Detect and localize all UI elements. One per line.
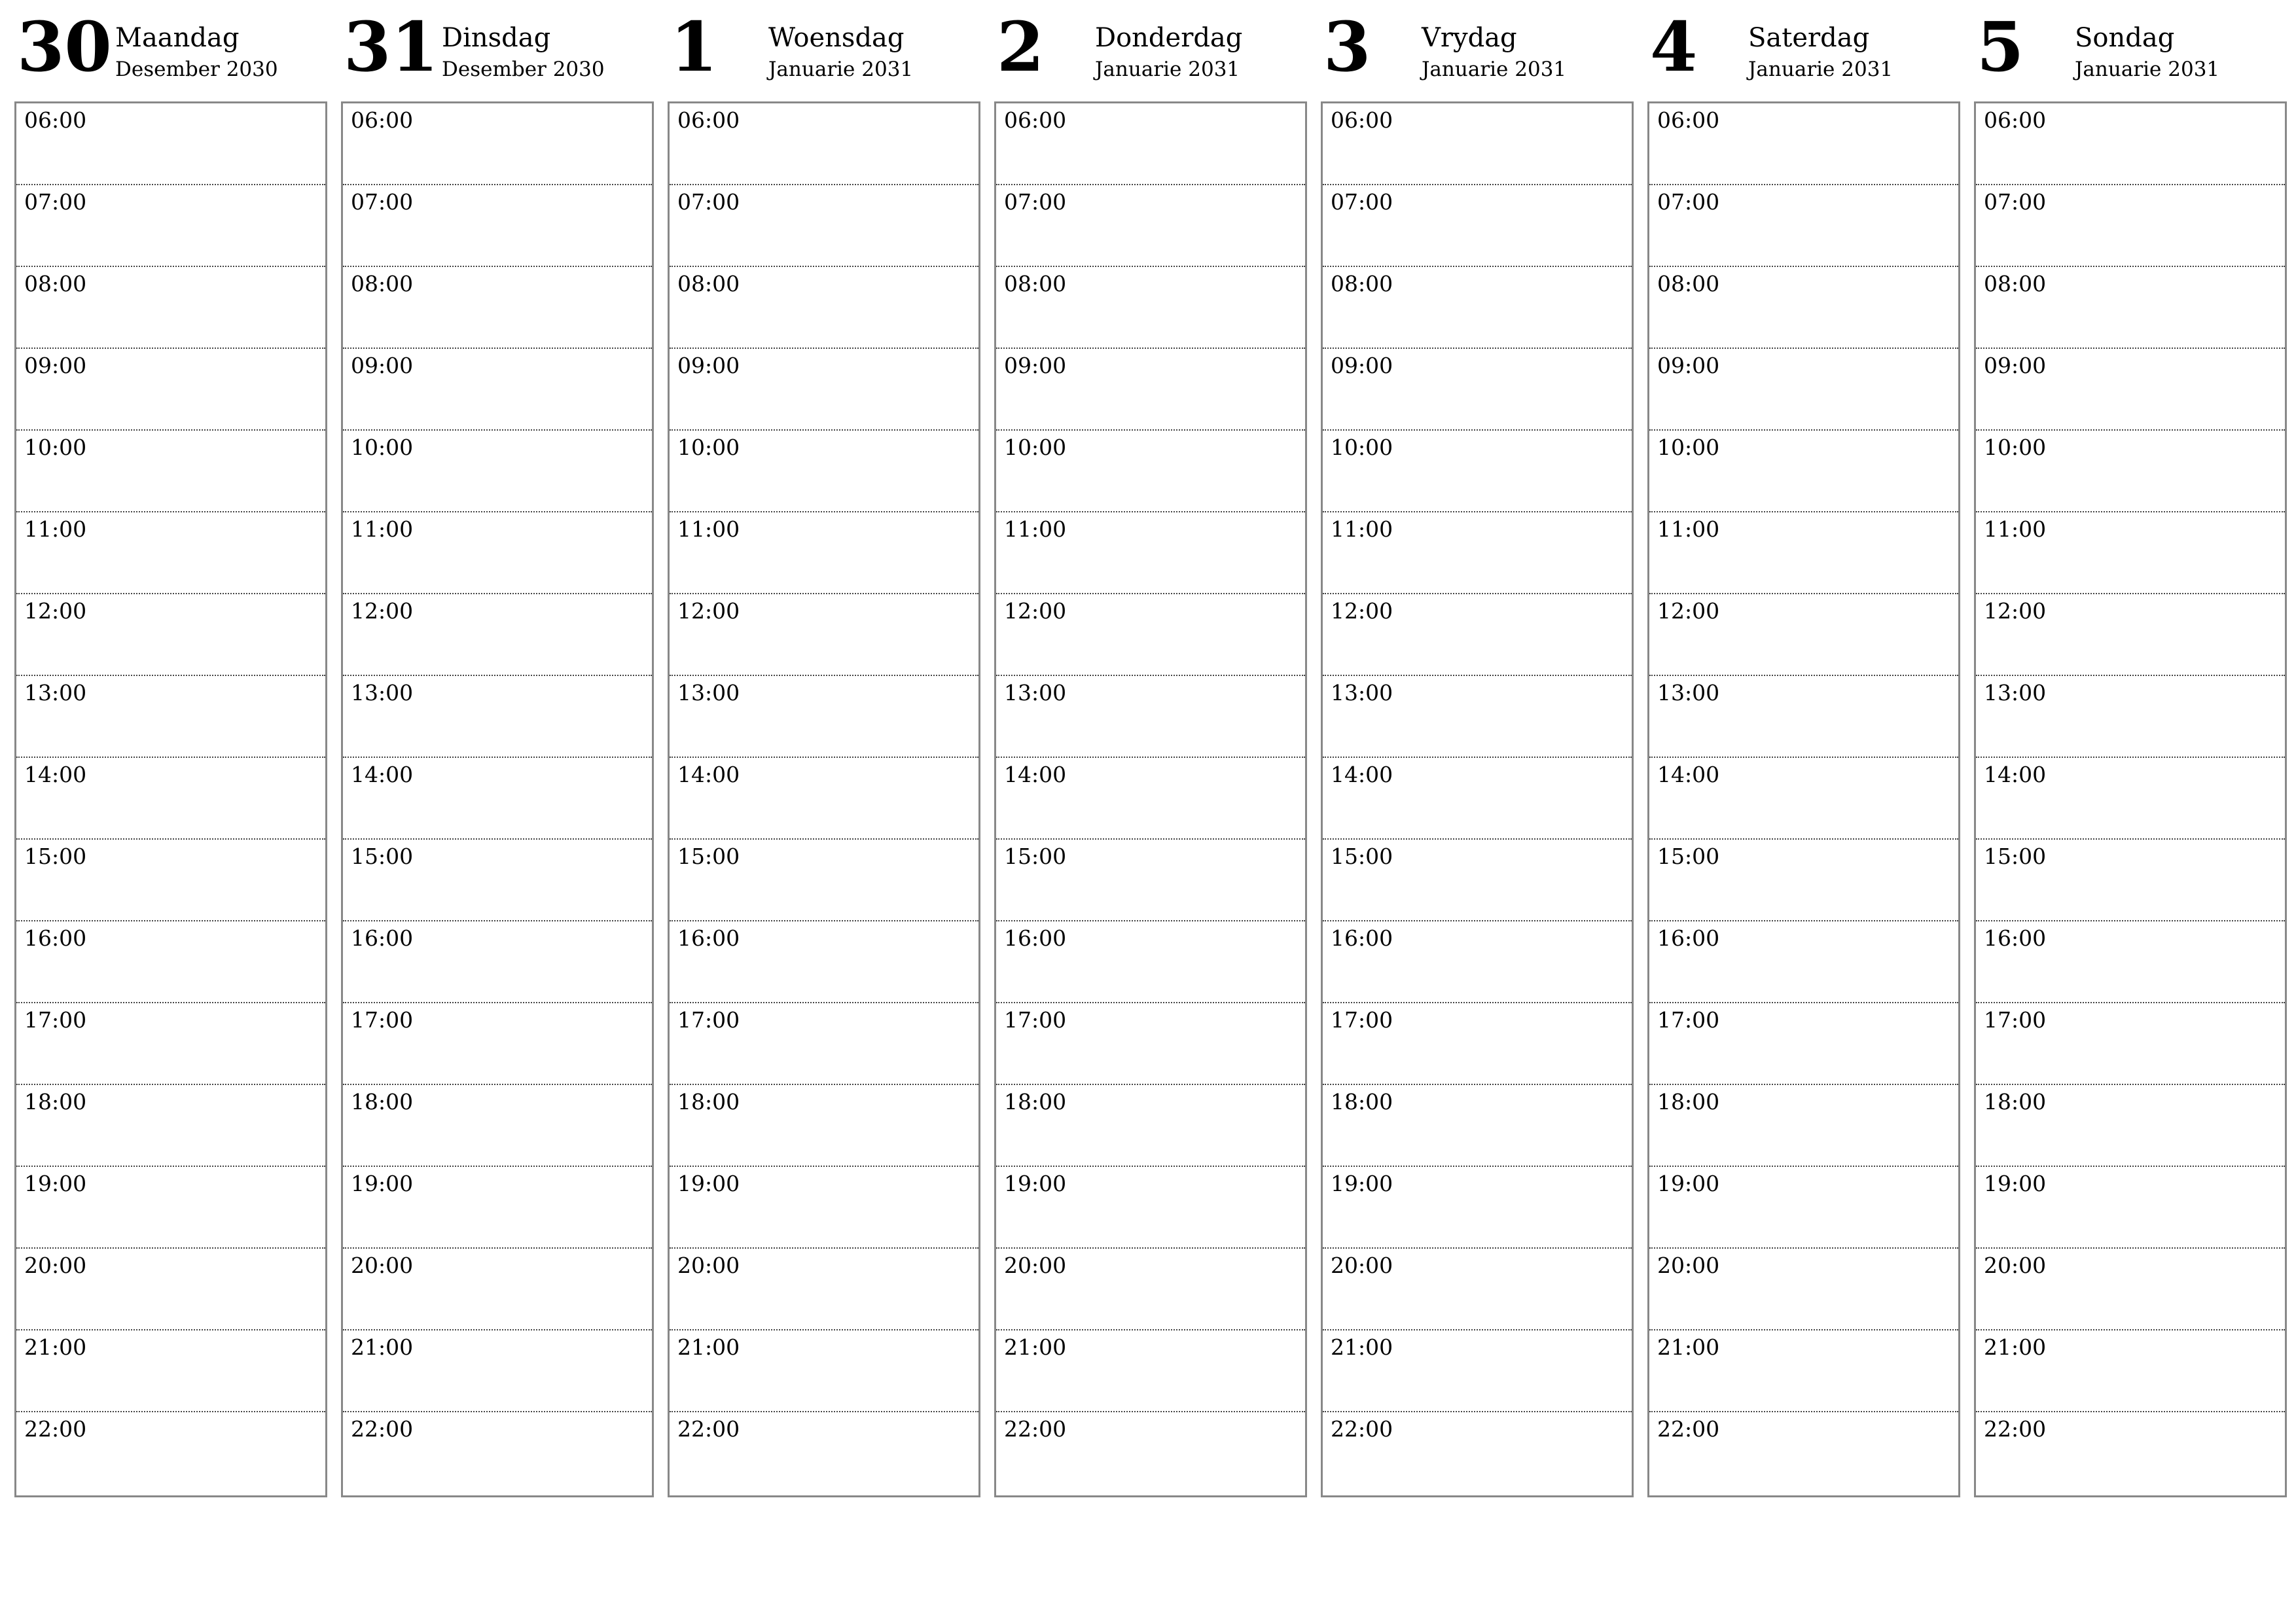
time-slot: 19:00 (343, 1167, 652, 1249)
time-slot: 09:00 (16, 349, 325, 431)
time-slot: 07:00 (1323, 185, 1632, 267)
time-slot: 19:00 (1976, 1167, 2285, 1249)
day-labels (115, 0, 278, 82)
time-slot: 12:00 (1649, 594, 1958, 676)
time-slot: 14:00 (343, 758, 652, 840)
time-slot: 16:00 (343, 921, 652, 1003)
time-slot: 11:00 (1649, 512, 1958, 594)
time-slot: 08:00 (343, 267, 652, 349)
day-column-3 (994, 0, 1307, 1497)
time-slot: 12:00 (16, 594, 325, 676)
time-slot: 14:00 (1323, 758, 1632, 840)
time-slot: 07:00 (670, 185, 978, 267)
day-header (994, 0, 1307, 101)
time-slot: 18:00 (1649, 1085, 1958, 1167)
time-slot: 20:00 (343, 1249, 652, 1330)
day-month: Desember 2030 (442, 58, 605, 81)
day-header (341, 0, 654, 101)
day-labels (768, 0, 913, 82)
time-slot: 19:00 (996, 1167, 1305, 1249)
time-slot: 18:00 (343, 1085, 652, 1167)
time-slot: 17:00 (1649, 1003, 1958, 1085)
time-slot: 11:00 (996, 512, 1305, 594)
time-slot: 19:00 (16, 1167, 325, 1249)
day-number: 4 (1650, 7, 1698, 87)
time-slot: 15:00 (670, 840, 978, 921)
time-slot: 07:00 (1976, 185, 2285, 267)
time-slot: 10:00 (670, 431, 978, 512)
time-slot: 17:00 (670, 1003, 978, 1085)
time-slot: 10:00 (343, 431, 652, 512)
time-slot: 11:00 (1976, 512, 2285, 594)
day-header (1974, 0, 2287, 101)
time-slot: 15:00 (1323, 840, 1632, 921)
time-slots (1321, 101, 1634, 1497)
time-slot: 21:00 (670, 1330, 978, 1412)
time-slot: 15:00 (343, 840, 652, 921)
time-slot: 21:00 (1323, 1330, 1632, 1412)
day-header (1321, 0, 1634, 101)
time-slot: 10:00 (996, 431, 1305, 512)
day-name: Vrydag (1422, 23, 1517, 53)
time-slot: 20:00 (1976, 1249, 2285, 1330)
time-slot: 20:00 (670, 1249, 978, 1330)
time-slot: 22:00 (351, 1416, 414, 1442)
day-name: Sondag (2075, 23, 2175, 53)
time-slot: 21:00 (343, 1330, 652, 1412)
time-slot: 13:00 (996, 676, 1305, 758)
time-slot: 09:00 (343, 349, 652, 431)
day-month: Januarie 2031 (1748, 58, 1893, 81)
time-slot: 08:00 (996, 267, 1305, 349)
time-slot: 09:00 (1649, 349, 1958, 431)
time-slot: 19:00 (1649, 1167, 1958, 1249)
time-slot: 07:00 (996, 185, 1305, 267)
day-column-2 (668, 0, 980, 1497)
time-slot: 18:00 (670, 1085, 978, 1167)
time-slot: 08:00 (16, 267, 325, 349)
day-number: 3 (1323, 7, 1371, 87)
time-slot: 18:00 (1323, 1085, 1632, 1167)
time-slot: 19:00 (1323, 1167, 1632, 1249)
time-slot: 08:00 (1649, 267, 1958, 349)
time-slot: 14:00 (996, 758, 1305, 840)
time-slot: 08:00 (1976, 267, 2285, 349)
time-slot: 12:00 (670, 594, 978, 676)
time-slot: 22:00 (677, 1416, 740, 1442)
time-slot: 13:00 (1649, 676, 1958, 758)
time-slot: 17:00 (1976, 1003, 2285, 1085)
time-slot: 06:00 (670, 103, 978, 185)
time-slots (668, 101, 980, 1497)
day-month: Januarie 2031 (1095, 58, 1240, 81)
time-slot: 09:00 (1323, 349, 1632, 431)
time-slot: 16:00 (1323, 921, 1632, 1003)
time-slot: 08:00 (1323, 267, 1632, 349)
time-slot: 06:00 (1976, 103, 2285, 185)
time-slot: 10:00 (1976, 431, 2285, 512)
time-slots (14, 101, 327, 1497)
time-slot: 14:00 (16, 758, 325, 840)
time-slot: 09:00 (670, 349, 978, 431)
time-slot: 12:00 (343, 594, 652, 676)
time-slot: 16:00 (1976, 921, 2285, 1003)
time-slot: 18:00 (1976, 1085, 2285, 1167)
time-slot: 09:00 (996, 349, 1305, 431)
day-number: 1 (670, 7, 718, 87)
time-slots (341, 101, 654, 1497)
time-slot: 20:00 (16, 1249, 325, 1330)
day-name: Saterdag (1748, 23, 1870, 53)
time-slot: 06:00 (1323, 103, 1632, 185)
time-slot: 11:00 (670, 512, 978, 594)
day-number: 31 (344, 7, 439, 87)
time-slot: 12:00 (1976, 594, 2285, 676)
time-slot: 21:00 (1976, 1330, 2285, 1412)
time-slot: 15:00 (996, 840, 1305, 921)
time-slot: 21:00 (16, 1330, 325, 1412)
time-slot: 13:00 (343, 676, 652, 758)
time-slot: 16:00 (996, 921, 1305, 1003)
day-month: Januarie 2031 (768, 58, 914, 81)
time-slot: 16:00 (1649, 921, 1958, 1003)
time-slot: 08:00 (670, 267, 978, 349)
time-slot: 20:00 (996, 1249, 1305, 1330)
time-slot: 15:00 (1976, 840, 2285, 921)
time-slot: 17:00 (996, 1003, 1305, 1085)
day-name: Donderdag (1095, 23, 1243, 53)
time-slot: 21:00 (996, 1330, 1305, 1412)
time-slots (1647, 101, 1960, 1497)
time-slot: 13:00 (670, 676, 978, 758)
time-slot: 14:00 (1649, 758, 1958, 840)
time-slot: 19:00 (670, 1167, 978, 1249)
time-slot: 21:00 (1649, 1330, 1958, 1412)
time-slot: 17:00 (343, 1003, 652, 1085)
time-slots (1974, 101, 2287, 1497)
time-slot: 14:00 (1976, 758, 2285, 840)
time-slot: 17:00 (1323, 1003, 1632, 1085)
day-number: 5 (1977, 7, 2024, 87)
time-slot: 13:00 (1976, 676, 2285, 758)
time-slot: 06:00 (16, 103, 325, 185)
day-name: Maandag (115, 23, 240, 53)
time-slot: 22:00 (24, 1416, 87, 1442)
day-name: Woensdag (768, 23, 905, 53)
time-slot: 14:00 (670, 758, 978, 840)
time-slot: 12:00 (1323, 594, 1632, 676)
time-slot: 11:00 (343, 512, 652, 594)
time-slot: 07:00 (1649, 185, 1958, 267)
time-slot: 16:00 (16, 921, 325, 1003)
time-slot: 12:00 (996, 594, 1305, 676)
time-slot: 10:00 (1323, 431, 1632, 512)
day-header (1647, 0, 1960, 101)
time-slot: 13:00 (16, 676, 325, 758)
time-slot: 22:00 (1331, 1416, 1393, 1442)
day-month: Januarie 2031 (2075, 58, 2220, 81)
time-slot: 11:00 (1323, 512, 1632, 594)
time-slot: 07:00 (343, 185, 652, 267)
day-labels (1422, 0, 1566, 82)
time-slot: 11:00 (16, 512, 325, 594)
day-column-5 (1647, 0, 1960, 1497)
time-slots (994, 101, 1307, 1497)
time-slot: 15:00 (1649, 840, 1958, 921)
time-slot: 06:00 (343, 103, 652, 185)
day-month: Desember 2030 (115, 58, 278, 81)
time-slot: 17:00 (16, 1003, 325, 1085)
time-slot: 22:00 (1984, 1416, 2047, 1442)
time-slot: 10:00 (16, 431, 325, 512)
day-column-4 (1321, 0, 1634, 1497)
day-column-0 (14, 0, 327, 1497)
time-slot: 15:00 (16, 840, 325, 921)
time-slot: 22:00 (1004, 1416, 1067, 1442)
day-labels (442, 0, 605, 82)
time-slot: 16:00 (670, 921, 978, 1003)
time-slot: 06:00 (1649, 103, 1958, 185)
time-slot: 18:00 (16, 1085, 325, 1167)
day-column-1 (341, 0, 654, 1497)
weekly-planner (14, 0, 2287, 1497)
day-labels (2075, 0, 2219, 82)
day-labels (1748, 0, 1893, 82)
time-slot: 07:00 (16, 185, 325, 267)
time-slot: 10:00 (1649, 431, 1958, 512)
day-header (668, 0, 980, 101)
day-name: Dinsdag (442, 23, 551, 53)
time-slot: 13:00 (1323, 676, 1632, 758)
day-month: Januarie 2031 (1422, 58, 1567, 81)
time-slot: 20:00 (1649, 1249, 1958, 1330)
time-slot: 09:00 (1976, 349, 2285, 431)
time-slot: 20:00 (1323, 1249, 1632, 1330)
day-header (14, 0, 327, 101)
day-number: 2 (997, 7, 1045, 87)
day-labels (1095, 0, 1242, 82)
time-slot: 18:00 (996, 1085, 1305, 1167)
day-column-6 (1974, 0, 2287, 1497)
time-slot: 06:00 (996, 103, 1305, 185)
day-number: 30 (17, 7, 112, 87)
time-slot: 22:00 (1657, 1416, 1720, 1442)
